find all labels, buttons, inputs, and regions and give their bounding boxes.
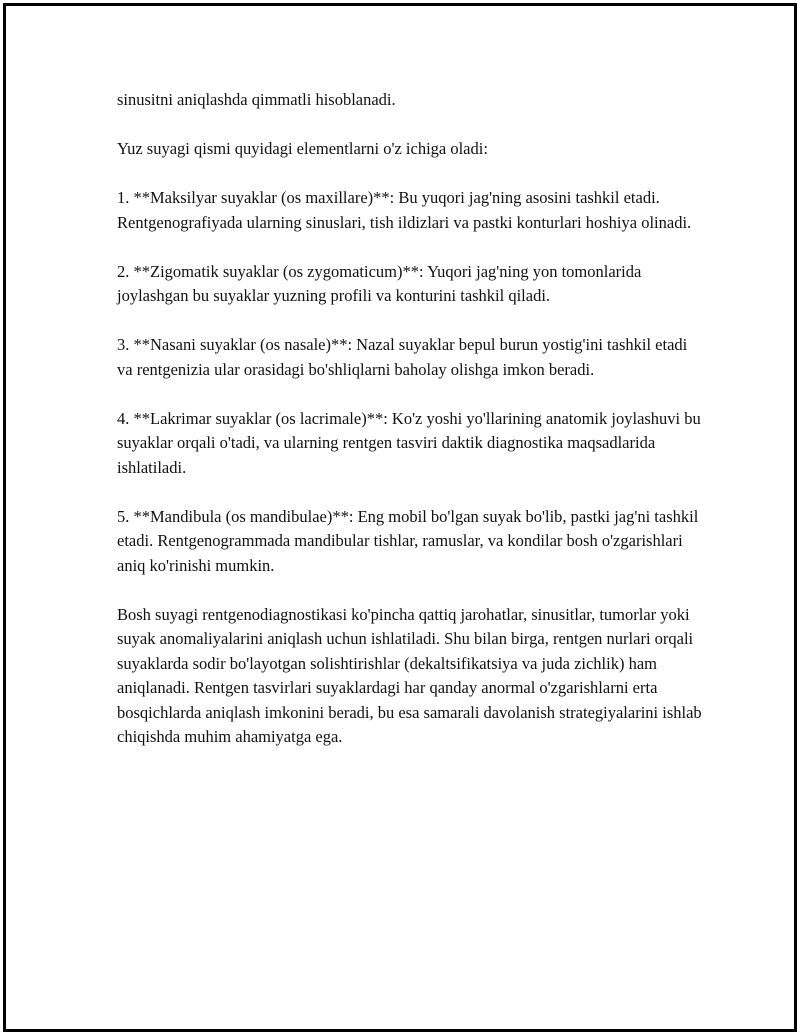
paragraph-lacrimal: 4. **Lakrimar suyaklar (os lacrimale)**: Ko'z yoshi yo'llarining anatomik joylashuvi bu suyaklar orqali o'tadi, va ularning rentgen tasviri daktik diagnostika maqsadlarida ishlatiladi. (117, 408, 701, 477)
paragraph-conclusion: Bosh suyagi rentgenodiagnostikasi ko'pincha qattiq jarohatlar, sinusitlar, tumorlar yoki suyak anomaliyalarini aniqlash uchun ishlatiladi. Shu bilan birga, rentgen nurlari orqali suyaklarda sodir bo'layotgan solishtirishlar (dekaltsifikatsiya va juda zichlik) ham aniqlanadi. Rentgen tasvirlari suyaklardagi har qanday anormal o'zgarishlarni erta bosqichlarda aniqlash imkonini beradi, bu esa samarali davolanish strategiyalarini ishlab chiqishda muhim ahamiyatga ega. (117, 604, 702, 746)
paragraph-face-bones-intro: Yuz suyagi qismi quyidagi elementlarni o'z ichiga oladi: (117, 139, 488, 158)
paragraph-mandible: 5. **Mandibula (os mandibulae)**: Eng mobil bo'lgan suyak bo'lib, pastki jag'ni tashkil etadi. Rentgenogrammada mandibular tishlar, ramuslar, va kondilar bosh o'zgarishlari aniq ko'rinishi mumkin. (117, 506, 699, 575)
paragraph-intro-continuation: sinusitni aniqlashda qimmatli hisoblanadi. (117, 90, 396, 109)
paragraph-nasal: 3. **Nasani suyaklar (os nasale)**: Nazal suyaklar bepul burun yostig'ini tashkil etadi va rentgenizia ular orasidagi bo'shliqlarni baholay olishga imkon beradi. (117, 335, 688, 379)
paragraph-zygomatic: 2. **Zigomatik suyaklar (os zygomaticum)**: Yuqori jag'ning yon tomonlarida joylashgan bu suyaklar yuzning profili va konturini tashkil qiladi. (117, 261, 642, 305)
paragraph-maxillary: 1. **Maksilyar suyaklar (os maxillare)**: Bu yuqori jag'ning asosini tashkil etadi. Rentgenografiyada ularning sinuslari, tish ildizlari va pastki konturlari hoshiya olinadi. (117, 188, 692, 232)
document-body (117, 88, 702, 774)
